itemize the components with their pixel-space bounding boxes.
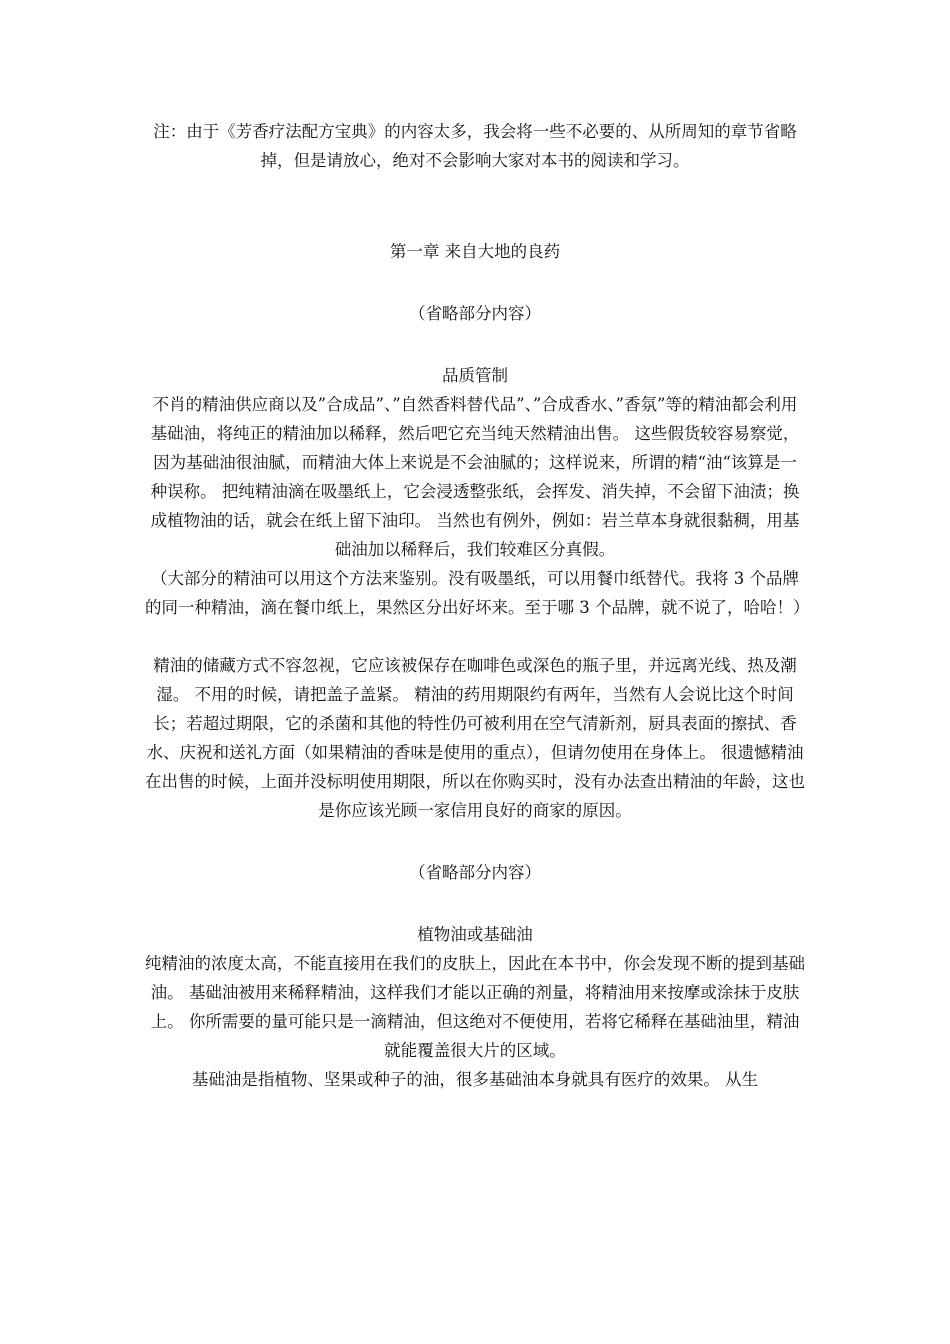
storage-paragraph: 精油的储藏方式不容忽视，它应该被保存在咖啡色或深色的瓶子里，并远离光线、热及潮湿。 不用的时候，请把盖子盖紧。 精油的药用期限约有两年，当然有人会说比这个时间长；若超过期限，它的杀菌和其他的特性仍可被利用在空气清新剂，厨具表面的擦拭、香水、庆祝和送礼方面（如果精油的香味是使用的重点），但请勿使用在身体上。 很遗憾精油在出售的时候，上面并没标明使用期限，所以在你购买时，没有办法查出精油的年龄，这也是你应该光顾一家信用良好的商家的原因。 <box>145 656 805 820</box>
omitted-note-2: （省略部分内容） <box>409 863 541 882</box>
quality-remark: （大部分的精油可以用这个方法来鉴别。没有吸墨纸，可以用餐巾纸替代。我将 3 个品牌的同一种精油，滴在餐巾纸上，果然区分出好坏来。至于哪 3 个品牌，就不说了，哈哈！） <box>145 569 810 617</box>
spacer <box>145 887 805 920</box>
section-heading-quality: 品质管制 <box>442 366 508 385</box>
carrier-paragraph-2: 基础油是指植物、坚果或种子的油，很多基础油本身就具有医疗的效果。 从生 <box>191 1070 759 1089</box>
chapter-title: 第一章 来自大地的良药 <box>389 242 561 261</box>
spacer <box>145 328 805 361</box>
carrier-paragraph: 纯精油的浓度太高，不能直接用在我们的皮肤上，因此在本书中，你会发现不断的提到基础油。 基础油被用来稀释精油，这样我们才能以正确的剂量，将精油用来按摩或涂抹于皮肤上。 你所需要的量可能只是一滴精油，但这绝对不便使用，若将它稀释在基础油里，精油就能覆盖很大片的区域。 <box>145 954 805 1060</box>
section-heading-carrier-oil: 植物油或基础油 <box>417 925 533 944</box>
spacer <box>145 622 805 651</box>
omitted-note-1: （省略部分内容） <box>409 304 541 323</box>
spacer <box>145 266 805 299</box>
spacer <box>145 825 805 858</box>
spacer <box>145 175 805 237</box>
document-page <box>145 117 810 1094</box>
intro-note: 注：由于《芳香疗法配方宝典》的内容太多，我会将一些不必要的、从所周知的章节省略掉，但是请放心，绝对不会影响大家对本书的阅读和学习。 <box>153 122 797 170</box>
quality-paragraph: 不肖的精油供应商以及”合成品”、”自然香料替代品”、”合成香水、”香氛”等的精油都会利用基础油，将纯正的精油加以稀释，然后吧它充当纯天然精油出售。 这些假货较容易察觉，因为基础油很油腻，而精油大体上来说是不会油腻的；这样说来，所谓的精“油“该算是一种误称。 把纯精油滴在吸墨纸上，它会浸透整张纸，会挥发、消失掉，不会留下油渍；换成植物油的话，就会在纸上留下油印。 当然也有例外，例如：岩兰草本身就很黏稠，用基础油加以稀释后，我们较难区分真假。 <box>150 395 800 559</box>
